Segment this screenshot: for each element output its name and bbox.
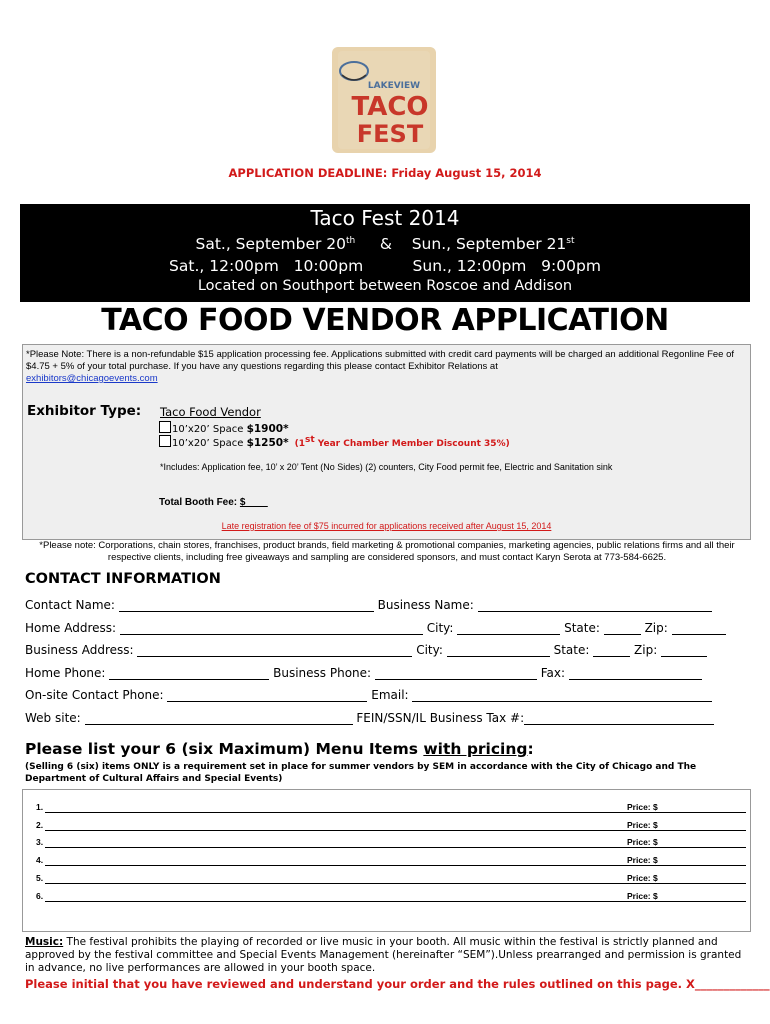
banner-title: Taco Fest 2014 (310, 206, 460, 230)
contact-row-6 (25, 711, 714, 725)
music-text: The festival prohibits the playing of recorded or live music in your booth. All music within the festival is strictly planned and approved by the festival committee and Special Events Management (hereinafter “SEM”).Unless prearranged and permission is granted in advance, no live performances are allowed in your booth space. (25, 936, 742, 974)
space-1250-checkbox[interactable] (159, 435, 171, 447)
discount-post: Year Chamber Member Discount 35%) (314, 439, 510, 449)
business-zip-label: Zip: (634, 643, 658, 657)
business-phone-field[interactable] (375, 666, 537, 680)
business-city-field[interactable] (447, 643, 550, 657)
menu-heading-pre: Please list your 6 (six Maximum) Menu Items (25, 740, 424, 758)
fein-label: FEIN/SSN/IL Business Tax #: (356, 711, 525, 725)
fee-note (26, 349, 742, 385)
application-deadline: APPLICATION DEADLINE: Friday August 15, 2014 (228, 166, 542, 180)
menu-item-price-label: Price: $ (627, 837, 658, 847)
business-city-label: City: (416, 643, 443, 657)
home-phone-label: Home Phone: (25, 666, 106, 680)
menu-heading-emph: with pricing (423, 740, 528, 758)
total-fee-input[interactable]: $____ (239, 497, 268, 508)
menu-item-row[interactable] (36, 834, 746, 848)
home-state-field[interactable] (604, 621, 641, 635)
menu-item-number: 6. (36, 891, 44, 901)
home-city-label: City: (426, 621, 454, 635)
menu-item-row[interactable] (36, 817, 746, 831)
logo-line2: TACO (351, 92, 429, 122)
home-address-label: Home Address: (25, 621, 117, 635)
contact-row-4 (25, 666, 702, 680)
vendor-type: Taco Food Vendor (160, 405, 261, 419)
business-phone-label: Business Phone: (273, 666, 372, 680)
exhibitor-type-label: Exhibitor Type: (27, 403, 142, 419)
includes-note: *Includes: Application fee, 10’ x 20’ Tent (No Sides) (2) counters, City Food permit fee, Electric and Sanitation sink (160, 462, 613, 472)
menu-item-number: 3. (36, 837, 44, 847)
website-label: Web site: (25, 711, 81, 725)
menu-item-line (45, 883, 746, 884)
contact-row-1 (25, 598, 712, 612)
option2-price: $1250* (246, 437, 289, 449)
option1-text: 10’x20’ Space (172, 424, 247, 435)
contact-name-label: Contact Name: (25, 598, 115, 612)
home-zip-label: Zip: (644, 621, 668, 635)
menu-item-price-label: Price: $ (627, 855, 658, 865)
business-name-label: Business Name: (377, 598, 474, 612)
banner-location: Located on Southport between Roscoe and Addison (197, 278, 573, 294)
dates-ampersand: & (379, 235, 392, 253)
home-city-field[interactable] (457, 621, 560, 635)
fein-field[interactable] (524, 711, 714, 725)
event-banner (20, 204, 750, 302)
business-address-label: Business Address: (25, 643, 134, 657)
space-option-1250 (159, 435, 510, 449)
menu-item-line (45, 812, 746, 813)
sun-time: Sun., 12:00pm 9:00pm (412, 257, 601, 275)
business-address-field[interactable] (137, 643, 412, 657)
menu-item-line (45, 847, 746, 848)
menu-item-line (45, 830, 746, 831)
page-title: TACO FOOD VENDOR APPLICATION (101, 303, 669, 338)
home-zip-field[interactable] (672, 621, 726, 635)
discount-sup: st (304, 435, 315, 445)
onsite-phone-field[interactable] (167, 688, 367, 702)
total-booth-fee (159, 497, 268, 508)
business-state-label: State: (553, 643, 590, 657)
home-phone-field[interactable] (109, 666, 269, 680)
contact-row-2 (25, 621, 726, 635)
taco-fest-logo (330, 45, 438, 155)
website-field[interactable] (85, 711, 353, 725)
space-1900-checkbox[interactable] (159, 421, 171, 433)
discount-pre: (1 (294, 439, 305, 449)
email-field[interactable] (412, 688, 712, 702)
sun-date-sup: st (566, 235, 575, 246)
menu-item-row[interactable] (36, 870, 746, 884)
contact-name-field[interactable] (119, 598, 374, 612)
menu-item-line (45, 901, 746, 902)
music-label: Music: (25, 936, 64, 948)
logo-graphic (330, 45, 438, 155)
exhibitor-email-link[interactable]: exhibitors@chicagoevents.com (26, 373, 158, 384)
music-policy (25, 936, 750, 975)
fax-label: Fax: (540, 666, 566, 680)
member-discount (294, 435, 510, 449)
sat-date-sup: th (346, 235, 356, 246)
contact-heading: CONTACT INFORMATION (25, 571, 221, 587)
menu-items-box (22, 789, 751, 932)
initial-line[interactable]: Please initial that you have reviewed and understand your order and the rules outlined on this page. X_____________ (25, 977, 770, 991)
contact-row-5 (25, 688, 712, 702)
menu-item-row[interactable] (36, 888, 746, 902)
option2-text: 10’x20’ Space (172, 438, 247, 449)
logo-line1: LAKEVIEW (367, 81, 421, 91)
business-state-field[interactable] (593, 643, 630, 657)
contact-row-3 (25, 643, 707, 657)
home-address-field[interactable] (120, 621, 423, 635)
menu-item-price-label: Price: $ (627, 820, 658, 830)
menu-item-number: 1. (36, 802, 44, 812)
menu-item-price-label: Price: $ (627, 873, 658, 883)
logo-line3: FEST (356, 120, 424, 148)
menu-note: (Selling 6 (six) items ONLY is a requirement set in place for summer vendors by SEM in accordance with the City of Chicago and The Department of Cultural Affairs and Special Events) (25, 762, 697, 784)
fee-note-text: *Please Note: There is a non-refundable $15 application processing fee. Applications submitted with credit card payments will be charged an additional Regonline Fee of $4.75 + 5% of your total purchase. If you have any questions regarding this please contact Exhibitor Relations at (26, 349, 735, 372)
menu-item-price-label: Price: $ (627, 802, 658, 812)
menu-item-price-label: Price: $ (627, 891, 658, 901)
sat-date: Sat., September 20 (195, 235, 347, 253)
email-label: Email: (371, 688, 409, 702)
sponsor-note: *Please note: Corporations, chain stores, franchises, product brands, field marketing & promotional companies, marketing agencies, public relations firms and all their respective clients, including free giveaways and sampling are considered sponsors, and must contact Karyn Serota at 773-584-6625. (39, 540, 735, 563)
business-zip-field[interactable] (661, 643, 707, 657)
menu-item-row[interactable] (36, 852, 746, 866)
total-fee-label: Total Booth Fee: (159, 497, 240, 508)
space-option-1900 (159, 421, 289, 435)
menu-heading-post: : (527, 740, 534, 758)
sat-time: Sat., 12:00pm 10:00pm (169, 257, 364, 275)
option1-price: $1900* (246, 423, 289, 435)
fee-box (22, 344, 751, 540)
business-name-field[interactable] (478, 598, 712, 612)
sun-date: Sun., September 21 (411, 235, 567, 253)
late-fee-note: Late registration fee of $75 incurred for applications received after August 15, 2014 (221, 521, 552, 531)
banner-dates (20, 235, 750, 253)
menu-item-number: 5. (36, 873, 44, 883)
onsite-phone-label: On-site Contact Phone: (25, 688, 164, 702)
fax-field[interactable] (569, 666, 702, 680)
menu-item-line (45, 865, 746, 866)
menu-heading (25, 740, 534, 758)
menu-item-row[interactable] (36, 799, 746, 813)
banner-times (20, 257, 750, 275)
menu-item-number: 2. (36, 820, 44, 830)
home-state-label: State: (564, 621, 600, 635)
menu-item-number: 4. (36, 855, 44, 865)
